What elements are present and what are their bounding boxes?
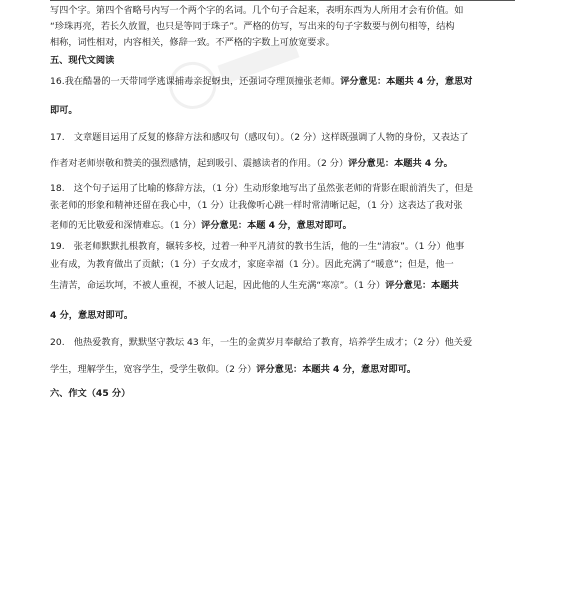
answer-17: 17. 文章题目运用了反复的修辞方法和感叹句（感叹句）。（2 分）这样既强调了人物的身份，又表达了 (50, 132, 469, 143)
section-heading: 五、现代文阅读 (50, 55, 115, 66)
answer-18: 18. 这个句子运用了比喻的修辞方法，（1 分）生动形象地写出了虽然张老师的背影在眼前消失了，但是 (50, 183, 474, 194)
answer-19: 19. 张老师默默扎根教育，辗转多校，过着一种平凡清贫的教书生活，他的一生“清寂”。（1 分）他事 (50, 241, 465, 252)
text-line: 生清苦，命运坎坷，不被人重视，不被人记起，因此他的人生充满“寒凉”。（1 分）评分意见：本题共 (50, 280, 459, 291)
answer-16: 16.我在酷暑的一天带同学逃课捕毒亲捉蚜虫，还强词夺理顶撞张老师。评分意见：本题共 4 分，意思对 (50, 76, 473, 87)
text-line: 张老师的形象和精神还留在我心中，（1 分）让我像听心跳一样时常清晰记起，（1 分）这表达了我对张 (50, 200, 463, 211)
text-line: 相称，词性相对，内容相关，修辞一致。不严格的字数上可放宽要求。 (50, 37, 335, 48)
top-rule (50, 0, 515, 1)
text-line: 学生，理解学生，宽容学生，受学生敬仰。（2 分）评分意见：本题共 4 分，意思对即可。 (50, 364, 417, 375)
section-heading: 六、作文（45 分） (50, 388, 131, 399)
text-line: 老师的无比敬爱和深情难忘。（1 分）评分意见：本题 4 分，意思对即可。 (50, 220, 352, 231)
text-line: 写四个字。第四个省略号内写一个两个字的名词。几个句子合起来，表明东西为人所用才会有价值。如 (50, 5, 464, 16)
text-line: 业有成，为教育做出了贡献；（1 分）子女成才，家庭幸福（1 分）。因此充满了“暖意”；但是，他一 (50, 259, 454, 270)
text-line: 作者对老师崇敬和赞美的强烈感情，起到吸引、震撼读者的作用。（2 分）评分意见：本题共 4 分。 (50, 158, 453, 169)
text-line: “珍珠再亮，若长久放置，也只是等同于珠子”。严格的仿写，写出来的句子字数要与例句相等，结构 (50, 21, 455, 32)
answer-20: 20. 他热爱教育，默默坚守教坛 43 年，一生的金黄岁月奉献给了教育，培养学生成才；（2 分）他关爱 (50, 337, 473, 348)
text-line: 4 分，意思对即可。 (50, 310, 134, 321)
text-line: 即可。 (50, 105, 78, 116)
